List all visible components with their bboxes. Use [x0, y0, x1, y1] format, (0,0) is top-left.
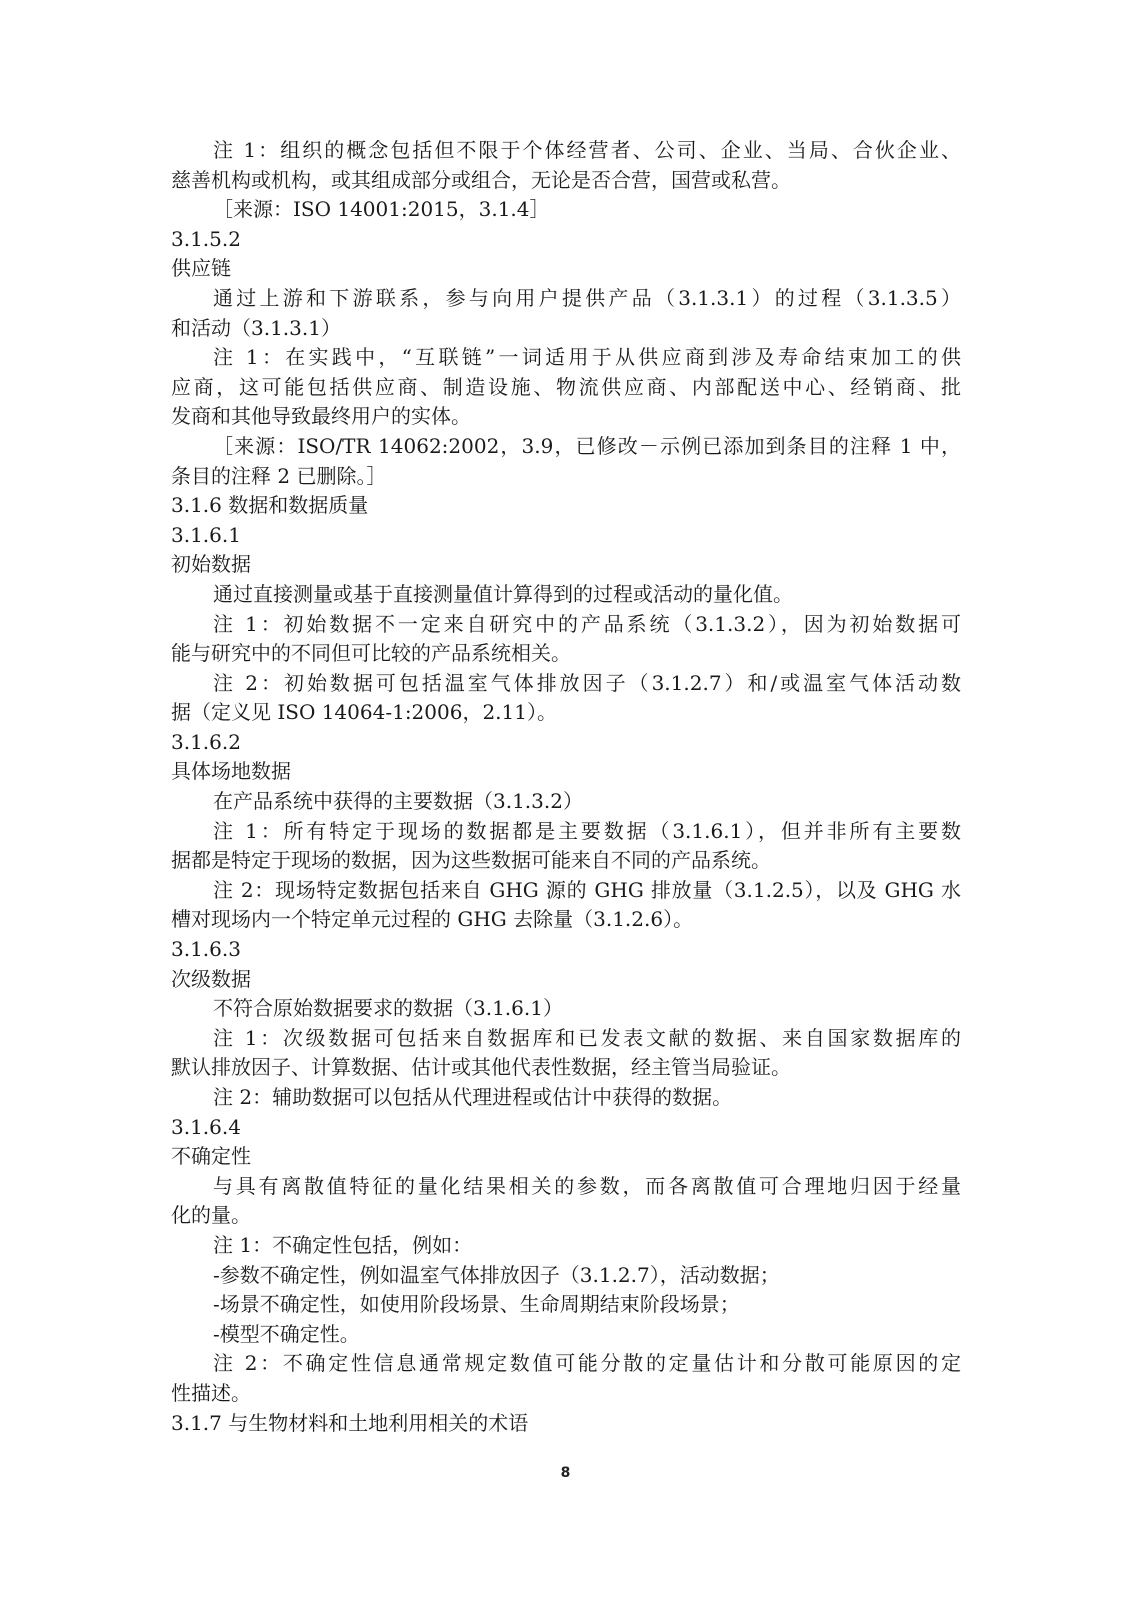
text-line: 供应链 [171, 256, 231, 281]
text-line: 据（定义见 ISO 14064-1:2006，2.11）。 [171, 700, 557, 725]
text-line: 槽对现场内一个特定单元过程的 GHG 去除量（3.1.2.6）。 [171, 907, 694, 932]
text-line: 注 1：组织的概念包括但不限于个体经营者、公司、企业、当局、合伙企业、 [213, 138, 961, 162]
text-line: 发商和其他导致最终用户的实体。 [171, 404, 471, 429]
text-line: -场景不确定性，如使用阶段场景、生命周期结束阶段场景； [213, 1292, 740, 1317]
text-line: 通过上游和下游联系，参与向用户提供产品（3.1.3.1）的过程（3.1.3.5） [213, 285, 961, 310]
page-number: 8 [560, 1465, 571, 1481]
text-line: 能与研究中的不同但可比较的产品系统相关。 [171, 641, 571, 666]
text-line: 3.1.6 数据和数据质量 [171, 493, 369, 518]
text-line: 注 1：次级数据可包括来自数据库和已发表文献的数据、来自国家数据库的 [213, 1025, 961, 1050]
text-line: 应商，这可能包括供应商、制造设施、物流供应商、内部配送中心、经销商、批 [171, 374, 961, 399]
text-line: 化的量。 [171, 1203, 251, 1228]
text-line: 注 1：初始数据不一定来自研究中的产品系统（3.1.3.2），因为初始数据可 [213, 611, 961, 636]
text-line: 通过直接测量或基于直接测量值计算得到的过程或活动的量化值。 [213, 581, 793, 606]
text-line: 初始数据 [171, 552, 251, 577]
text-line: 在产品系统中获得的主要数据（3.1.3.2） [213, 789, 583, 814]
text-line: 3.1.6.1 [171, 522, 241, 547]
text-line: -参数不确定性，例如温室气体排放因子（3.1.2.7），活动数据； [213, 1262, 780, 1287]
text-line: 与具有离散值特征的量化结果相关的参数，而各离散值可合理地归因于经量 [213, 1173, 961, 1198]
text-line: ［来源：ISO/TR 14062:2002，3.9，已修改－示例已添加到条目的注释 1 中， [213, 433, 961, 458]
text-line: 和活动（3.1.3.1） [171, 315, 341, 340]
text-line: 注 2：不确定性信息通常规定数值可能分散的定量估计和分散可能原因的定 [213, 1351, 961, 1376]
text-line: 注 2：辅助数据可以包括从代理进程或估计中获得的数据。 [213, 1085, 733, 1109]
text-line: 3.1.6.3 [171, 937, 241, 962]
text-line: 3.1.7 与生物材料和土地利用相关的术语 [171, 1410, 529, 1435]
text-line: 注 1：在实践中，“互联链”一词适用于从供应商到涉及寿命结束加工的供 [213, 345, 961, 370]
text-line: 条目的注释 2 已删除。］ [171, 463, 387, 488]
text-line: 注 2：初始数据可包括温室气体排放因子（3.1.2.7）和/或温室气体活动数 [213, 670, 961, 695]
text-line: 具体场地数据 [171, 759, 291, 784]
text-line: 据都是特定于现场的数据，因为这些数据可能来自不同的产品系统。 [171, 848, 771, 873]
text-line: 性描述。 [171, 1380, 251, 1405]
text-line: 不确定性 [171, 1144, 251, 1169]
text-line: 3.1.5.2 [171, 226, 241, 251]
text-line: 注 2：现场特定数据包括来自 GHG 源的 GHG 排放量（3.1.2.5），以及 GHG 水 [213, 877, 961, 902]
text-line: 不符合原始数据要求的数据（3.1.6.1） [213, 996, 563, 1021]
text-line: 慈善机构或机构，或其组成部分或组合，无论是否合营，国营或私营。 [171, 167, 791, 192]
text-line: 注 1：所有特定于现场的数据都是主要数据（3.1.6.1），但并非所有主要数 [213, 818, 961, 843]
text-line: 3.1.6.2 [171, 729, 241, 754]
text-line: -模型不确定性。 [213, 1321, 360, 1346]
text-line: 注 1：不确定性包括，例如： [213, 1232, 473, 1257]
text-line: 3.1.6.4 [171, 1114, 241, 1139]
text-line: ［来源：ISO 14001:2015，3.1.4］ [213, 197, 550, 222]
document-body [171, 136, 961, 1438]
text-line: 次级数据 [171, 966, 251, 991]
text-line: 默认排放因子、计算数据、估计或其他代表性数据，经主管当局验证。 [171, 1055, 791, 1080]
